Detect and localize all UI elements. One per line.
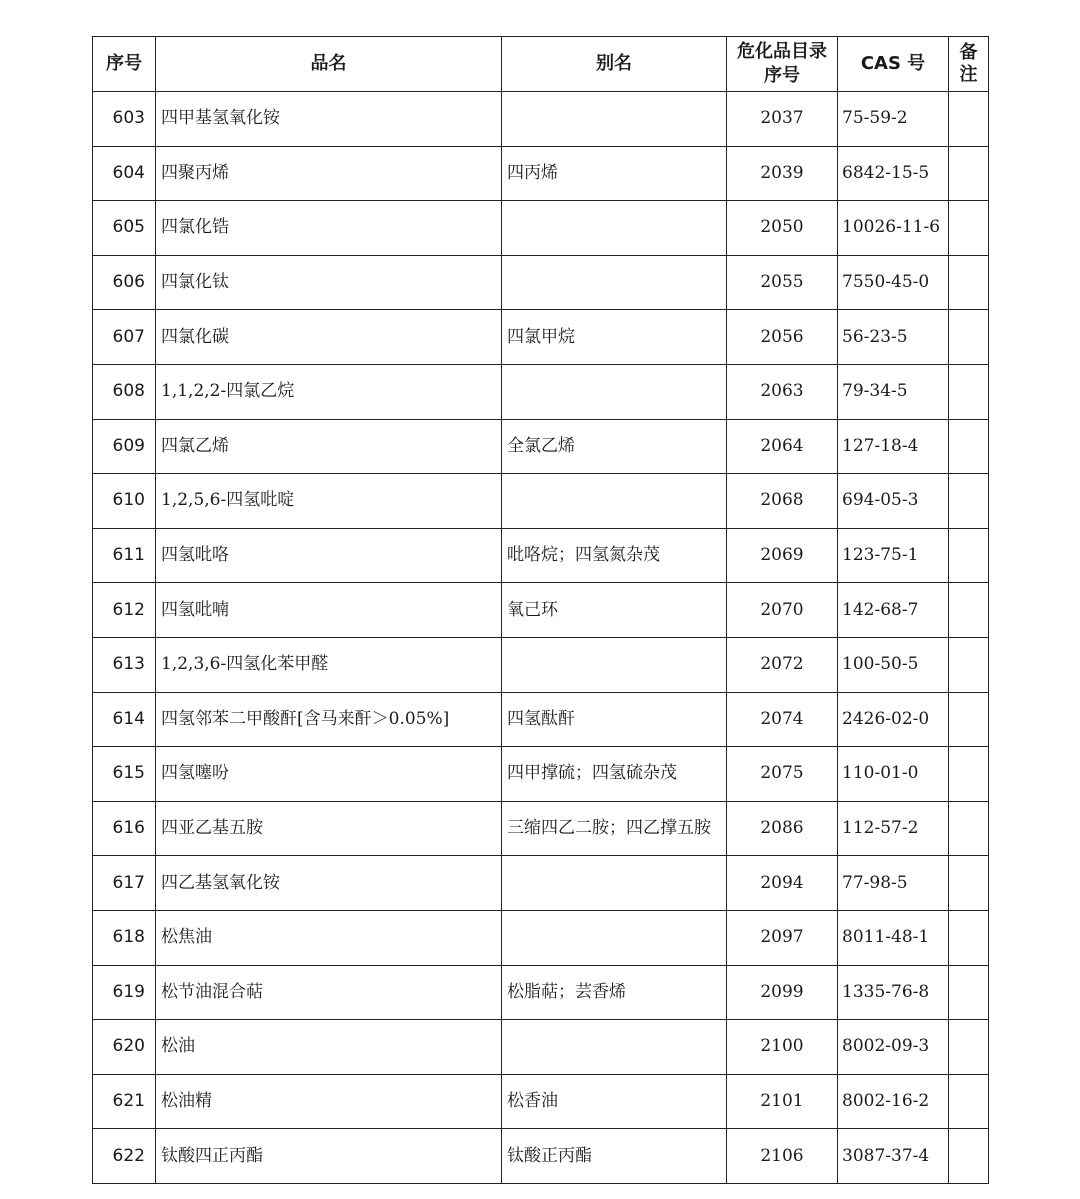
cell-cas: 127-18-4 [838,419,949,474]
header-catalog-number [727,37,838,92]
header-name: 品名 [156,37,502,92]
table-row [93,856,989,911]
cell-seq: 606 [93,255,156,310]
cell-catalog-number: 2070 [727,583,838,638]
table-row [93,637,989,692]
cell-cas: 142-68-7 [838,583,949,638]
cell-cas: 694-05-3 [838,474,949,529]
cell-remark [949,419,989,474]
cell-cas: 8002-16-2 [838,1074,949,1129]
cell-cas: 123-75-1 [838,528,949,583]
cell-seq: 610 [93,474,156,529]
cell-catalog-number: 2101 [727,1074,838,1129]
cell-name: 松油 [156,1020,502,1075]
cell-catalog-number: 2106 [727,1129,838,1184]
cell-remark [949,364,989,419]
cell-catalog-number: 2069 [727,528,838,583]
cell-name: 松节油混合萜 [156,965,502,1020]
cell-seq: 613 [93,637,156,692]
cell-cas: 100-50-5 [838,637,949,692]
cell-name: 四氢吡咯 [156,528,502,583]
cell-catalog-number: 2063 [727,364,838,419]
cell-catalog-number: 2100 [727,1020,838,1075]
cell-remark [949,910,989,965]
cell-seq: 605 [93,201,156,256]
header-remark-line2: 注 [959,64,978,85]
cell-remark [949,1020,989,1075]
cell-name: 四乙基氢氧化铵 [156,856,502,911]
header-remark-line1: 备 [959,42,978,63]
cell-alias: 四丙烯 [502,146,727,201]
cell-seq: 620 [93,1020,156,1075]
cell-remark [949,801,989,856]
cell-name: 钛酸四正丙酯 [156,1129,502,1184]
table-row [93,583,989,638]
cell-catalog-number: 2068 [727,474,838,529]
cell-alias: 四甲撑硫；四氢硫杂茂 [502,747,727,802]
hazardous-chemicals-table [92,36,989,1184]
cell-name: 四氢邻苯二甲酸酐[含马来酐＞0.05%] [156,692,502,747]
table-row [93,364,989,419]
header-row [93,37,989,92]
cell-cas: 56-23-5 [838,310,949,365]
cell-alias: 钛酸正丙酯 [502,1129,727,1184]
cell-seq: 608 [93,364,156,419]
cell-catalog-number: 2074 [727,692,838,747]
cell-remark [949,92,989,147]
table-row [93,1074,989,1129]
cell-catalog-number: 2086 [727,801,838,856]
cell-catalog-number: 2056 [727,310,838,365]
cell-catalog-number: 2050 [727,201,838,256]
cell-seq: 603 [93,92,156,147]
table-row [93,801,989,856]
cell-alias: 全氯乙烯 [502,419,727,474]
table-row [93,910,989,965]
cell-cas: 110-01-0 [838,747,949,802]
cell-seq: 611 [93,528,156,583]
cell-name: 松油精 [156,1074,502,1129]
cell-seq: 615 [93,747,156,802]
header-remark [949,37,989,92]
cell-seq: 621 [93,1074,156,1129]
cell-alias: 松香油 [502,1074,727,1129]
cell-alias [502,92,727,147]
cell-remark [949,1129,989,1184]
cell-name: 四氯化碳 [156,310,502,365]
table-row [93,692,989,747]
cell-catalog-number: 2075 [727,747,838,802]
cell-seq: 612 [93,583,156,638]
cell-name: 1,2,3,6-四氢化苯甲醛 [156,637,502,692]
cell-cas: 2426-02-0 [838,692,949,747]
cell-seq: 616 [93,801,156,856]
cell-remark [949,201,989,256]
cell-remark [949,528,989,583]
cell-cas: 1335-76-8 [838,965,949,1020]
cell-name: 四氯化钛 [156,255,502,310]
cell-seq: 618 [93,910,156,965]
cell-name: 四氢吡喃 [156,583,502,638]
table-row [93,1020,989,1075]
cell-alias: 吡咯烷；四氢氮杂茂 [502,528,727,583]
table-row [93,146,989,201]
cell-alias [502,201,727,256]
cell-name: 1,1,2,2-四氯乙烷 [156,364,502,419]
cell-alias: 松脂萜；芸香烯 [502,965,727,1020]
header-catalog-line2: 序号 [764,65,800,86]
cell-catalog-number: 2094 [727,856,838,911]
table-row [93,1129,989,1184]
cell-catalog-number: 2072 [727,637,838,692]
table-row [93,747,989,802]
cell-remark [949,1074,989,1129]
table-row [93,255,989,310]
cell-alias [502,364,727,419]
cell-name: 四氯乙烯 [156,419,502,474]
cell-name: 四氯化锆 [156,201,502,256]
cell-name: 松焦油 [156,910,502,965]
cell-catalog-number: 2097 [727,910,838,965]
cell-name: 1,2,5,6-四氢吡啶 [156,474,502,529]
table-row [93,92,989,147]
cell-seq: 604 [93,146,156,201]
table-row [93,528,989,583]
cell-seq: 607 [93,310,156,365]
cell-name: 四氢噻吩 [156,747,502,802]
cell-alias: 氧己环 [502,583,727,638]
header-catalog-line1: 危化品目录 [737,41,827,62]
cell-seq: 619 [93,965,156,1020]
cell-alias [502,637,727,692]
header-cas: CAS 号 [838,37,949,92]
cell-seq: 609 [93,419,156,474]
cell-name: 四亚乙基五胺 [156,801,502,856]
cell-remark [949,692,989,747]
cell-catalog-number: 2064 [727,419,838,474]
cell-cas: 77-98-5 [838,856,949,911]
cell-alias [502,474,727,529]
cell-remark [949,146,989,201]
table-row [93,201,989,256]
cell-cas: 6842-15-5 [838,146,949,201]
cell-remark [949,856,989,911]
cell-cas: 3087-37-4 [838,1129,949,1184]
cell-seq: 617 [93,856,156,911]
cell-remark [949,747,989,802]
cell-name: 四聚丙烯 [156,146,502,201]
cell-seq: 614 [93,692,156,747]
cell-name: 四甲基氢氧化铵 [156,92,502,147]
cell-alias [502,856,727,911]
cell-remark [949,310,989,365]
cell-cas: 79-34-5 [838,364,949,419]
cell-catalog-number: 2099 [727,965,838,1020]
cell-cas: 8011-48-1 [838,910,949,965]
cell-catalog-number: 2039 [727,146,838,201]
cell-alias: 四氢酞酐 [502,692,727,747]
table-row [93,310,989,365]
table-header [93,37,989,92]
cell-catalog-number: 2037 [727,92,838,147]
cell-remark [949,965,989,1020]
cell-cas: 75-59-2 [838,92,949,147]
cell-remark [949,474,989,529]
cell-alias: 三缩四乙二胺；四乙撑五胺 [502,801,727,856]
cell-cas: 112-57-2 [838,801,949,856]
table-body [93,92,989,1184]
cell-alias [502,910,727,965]
cell-alias [502,1020,727,1075]
table-row [93,419,989,474]
cell-cas: 7550-45-0 [838,255,949,310]
header-alias: 别名 [502,37,727,92]
cell-cas: 8002-09-3 [838,1020,949,1075]
cell-alias [502,255,727,310]
table-row [93,965,989,1020]
cell-remark [949,255,989,310]
table-row [93,474,989,529]
cell-alias: 四氯甲烷 [502,310,727,365]
cell-catalog-number: 2055 [727,255,838,310]
cell-cas: 10026-11-6 [838,201,949,256]
cell-remark [949,583,989,638]
header-seq: 序号 [93,37,156,92]
cell-remark [949,637,989,692]
cell-seq: 622 [93,1129,156,1184]
